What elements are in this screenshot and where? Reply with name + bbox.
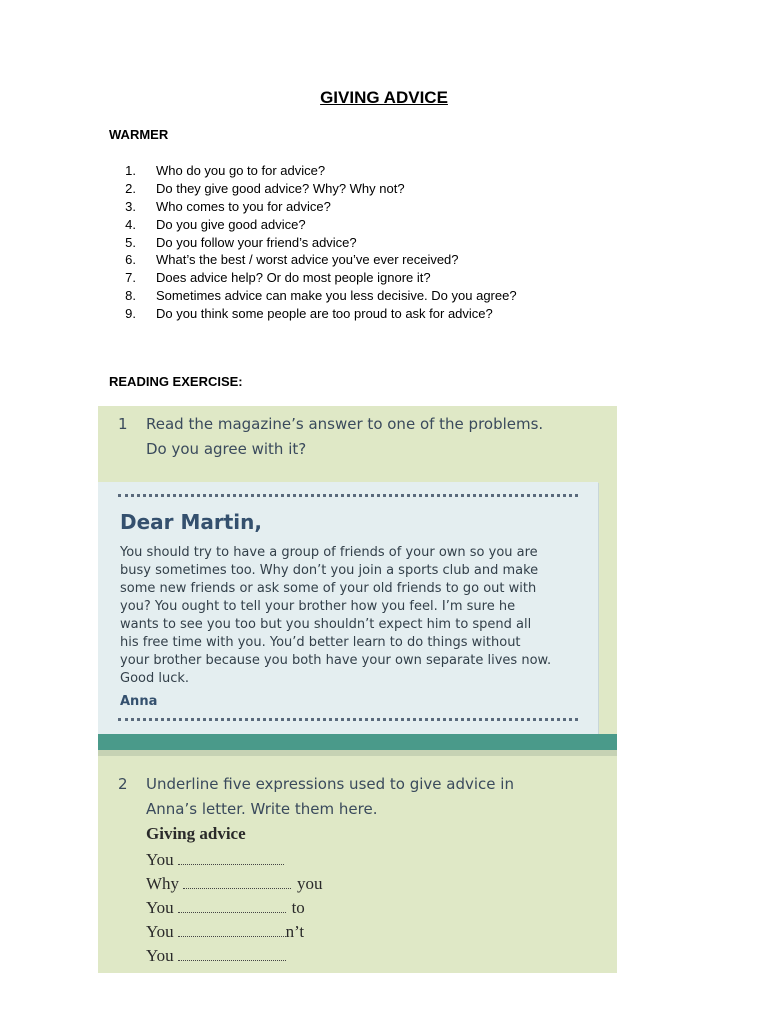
instruction-line: Do you agree with it? — [146, 440, 307, 458]
advice-heading: Giving advice — [146, 824, 246, 843]
textbook-scan — [98, 406, 617, 973]
warmer-heading: WARMER — [109, 127, 169, 142]
row-end: to — [291, 898, 305, 917]
teal-stripe — [98, 734, 617, 750]
instruction-line: Anna’s letter. Write them here. — [146, 800, 378, 818]
blank-line[interactable] — [183, 888, 291, 889]
letter-line: You should try to have a group of friends of your own so you are — [120, 545, 538, 560]
blank-line[interactable] — [178, 960, 286, 961]
letter-signature: Anna — [120, 694, 158, 709]
question-text: Sometimes advice can make you less decisive. Do you agree? — [156, 288, 517, 304]
question-text: Does advice help? Or do most people ignore it? — [156, 270, 431, 286]
row-end: you — [297, 874, 323, 893]
letter-line: Good luck. — [120, 671, 190, 686]
row-start: You — [146, 898, 174, 917]
list-item — [109, 305, 517, 323]
question-text: Who do you go to for advice? — [156, 163, 326, 178]
row-end: n’t — [285, 922, 305, 941]
page-title: GIVING ADVICE — [320, 88, 448, 107]
question-text: What’s the best / worst advice you’ve ever received? — [156, 252, 459, 268]
question-text: Do you think some people are too proud to ask for advice? — [156, 306, 493, 322]
blank-line[interactable] — [178, 912, 286, 913]
exercise-number: 1 — [118, 415, 128, 433]
list-number: 9. — [125, 306, 136, 322]
list-number: 7. — [125, 270, 136, 286]
instruction-line: Underline five expressions used to give advice in — [146, 775, 514, 793]
question-text: Do you give good advice? — [156, 216, 306, 232]
row-start: You — [146, 922, 174, 941]
instruction-line: Read the magazine’s answer to one of the problems. — [146, 415, 544, 433]
list-item — [109, 162, 517, 180]
advice-row — [146, 946, 323, 970]
letter-line: some new friends or ask some of your old friends to go out with — [120, 581, 537, 596]
list-item — [109, 234, 517, 252]
dotted-divider — [118, 718, 578, 721]
exercise-number: 2 — [118, 775, 128, 793]
list-item — [109, 216, 517, 234]
letter-line: your brother because you both have your own separate lives now. — [120, 653, 552, 668]
advice-row — [146, 874, 323, 898]
list-item — [109, 198, 517, 216]
list-number: 8. — [125, 288, 136, 304]
list-item — [109, 269, 517, 287]
list-item — [109, 287, 517, 305]
giving-advice-box — [146, 824, 323, 970]
dotted-divider — [118, 494, 578, 497]
list-number: 2. — [125, 180, 136, 196]
exercise-2-instruction — [118, 772, 514, 822]
letter-line: wants to see you too but you shouldn’t expect him to spend all — [120, 617, 532, 632]
reading-heading: READING EXERCISE: — [109, 374, 243, 389]
question-text: Who comes to you for advice? — [156, 198, 331, 214]
question-text: Do they give good advice? Why? Why not? — [156, 180, 405, 196]
list-number: 3. — [125, 198, 136, 214]
letter-body — [120, 544, 580, 688]
warmer-question-list — [109, 162, 517, 323]
list-number: 4. — [125, 216, 136, 232]
list-item — [109, 180, 517, 198]
list-number: 1. — [125, 163, 136, 178]
advice-row — [146, 922, 323, 946]
list-number: 6. — [125, 252, 136, 268]
letter-line: his free time with you. You’d better learn to do things without — [120, 635, 521, 650]
exercise-1-instruction — [118, 412, 543, 462]
letter-salutation: Dear Martin, — [120, 510, 263, 534]
list-number: 5. — [125, 234, 136, 250]
blank-line[interactable] — [178, 936, 286, 937]
letter-line: you? You ought to tell your brother how you feel. I’m sure he — [120, 599, 516, 614]
letter-card — [98, 482, 598, 734]
question-text: Do you follow your friend’s advice? — [156, 234, 357, 250]
row-start: You — [146, 850, 174, 869]
letter-line: busy sometimes too. Why don’t you join a sports club and make — [120, 563, 539, 578]
list-item — [109, 251, 517, 269]
row-start: You — [146, 946, 174, 965]
advice-row — [146, 898, 323, 922]
advice-row — [146, 850, 323, 874]
row-start: Why — [146, 874, 180, 893]
stripe-shadow — [98, 750, 617, 756]
blank-line[interactable] — [178, 864, 284, 865]
